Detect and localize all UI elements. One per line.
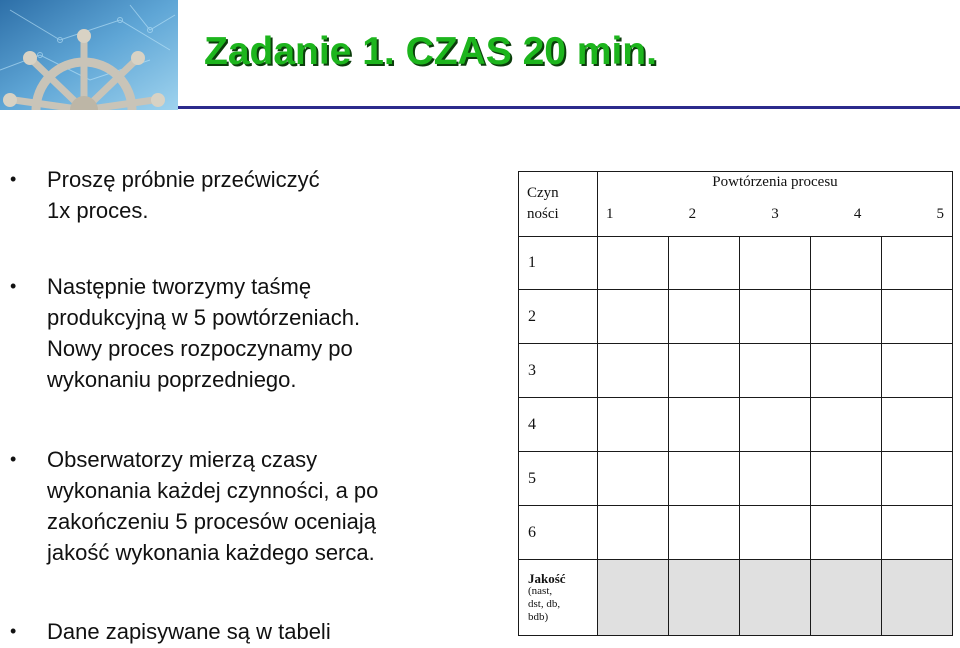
table-cell[interactable] (882, 237, 953, 290)
bullet-dot: • (10, 449, 17, 469)
quality-cell[interactable] (669, 560, 740, 636)
table-cell[interactable] (740, 290, 811, 344)
quality-cell[interactable] (740, 560, 811, 636)
quality-label (519, 560, 598, 636)
table-cell[interactable] (669, 398, 740, 452)
page-title: Zadanie 1. CZAS 20 min. (204, 30, 657, 73)
process-table (518, 171, 953, 636)
table-cell[interactable] (811, 452, 882, 506)
repetition-number: 4 (853, 205, 862, 222)
table-cell[interactable] (811, 344, 882, 398)
table-cell[interactable] (669, 290, 740, 344)
table-cell[interactable] (669, 452, 740, 506)
table-cell[interactable] (811, 398, 882, 452)
bullet-item (10, 271, 480, 395)
bullet-dot: • (10, 276, 17, 296)
table-cell[interactable] (740, 398, 811, 452)
table-row (519, 237, 953, 290)
corner-label-line: Czyn (527, 185, 559, 201)
quality-cell[interactable] (882, 560, 953, 636)
bullet-item (10, 616, 480, 647)
table-cell[interactable] (669, 344, 740, 398)
table-row (519, 506, 953, 560)
bullet-dot: • (10, 621, 17, 641)
bullet-line: Następnie tworzymy taśmę (47, 274, 312, 299)
table-cell[interactable] (598, 398, 669, 452)
group-header: Powtórzenia procesu (598, 172, 953, 193)
row-label: 3 (519, 344, 598, 398)
table-cell[interactable] (882, 452, 953, 506)
quality-row (519, 560, 953, 636)
table-cell[interactable] (740, 237, 811, 290)
table-cell[interactable] (740, 506, 811, 560)
table-cell[interactable] (740, 344, 811, 398)
bullet-line: zakończeniu 5 procesów oceniają (47, 509, 376, 534)
table-cell[interactable] (598, 452, 669, 506)
bullet-line: produkcyjną w 5 powtórzeniach. (47, 305, 361, 330)
quality-cell[interactable] (598, 560, 669, 636)
bullet-item (10, 164, 480, 226)
quality-scale: dst, db, (528, 597, 561, 610)
repetition-number: 3 (771, 205, 779, 222)
quality-cell[interactable] (811, 560, 882, 636)
table-cell[interactable] (598, 237, 669, 290)
row-label: 6 (519, 506, 598, 560)
table-cell[interactable] (669, 506, 740, 560)
quality-scale: bdb) (528, 610, 549, 623)
table-cell[interactable] (882, 506, 953, 560)
bullet-line: wykonania każdej czynności, a po (47, 478, 379, 503)
row-label: 2 (519, 290, 598, 344)
repetition-number: 1 (606, 205, 614, 222)
table-row (519, 398, 953, 452)
bullet-line: Dane zapisywane są w tabeli (47, 619, 331, 644)
table-cell[interactable] (811, 237, 882, 290)
corner-label-line: ności (527, 206, 559, 222)
table-cell[interactable] (740, 452, 811, 506)
bullet-line: Nowy proces rozpoczynamy po (47, 336, 353, 361)
quality-title: Jakość (528, 570, 566, 586)
row-label: 5 (519, 452, 598, 506)
bullet-line: wykonaniu poprzedniego. (47, 367, 297, 392)
quality-scale: (nast, (528, 584, 553, 597)
bullet-item (10, 444, 480, 568)
table-row (519, 344, 953, 398)
bullet-line: jakość wykonania każdego serca. (47, 540, 375, 565)
table-cell[interactable] (811, 506, 882, 560)
bullet-dot: • (10, 169, 17, 189)
corner-header (519, 172, 598, 237)
row-label: 1 (519, 237, 598, 290)
table-cell[interactable] (598, 506, 669, 560)
repetition-number: 2 (688, 205, 697, 222)
bullet-line: Obserwatorzy mierzą czasy (47, 447, 318, 472)
table-cell[interactable] (811, 290, 882, 344)
row-label: 4 (519, 398, 598, 452)
table-cell[interactable] (669, 237, 740, 290)
bullet-line: 1x proces. (47, 198, 149, 223)
bullet-line: Proszę próbnie przećwiczyć (47, 167, 320, 192)
table-row (519, 290, 953, 344)
repetition-number: 5 (936, 205, 944, 222)
table-cell[interactable] (882, 398, 953, 452)
table-cell[interactable] (882, 290, 953, 344)
repetition-header-row (598, 192, 953, 237)
table-cell[interactable] (882, 344, 953, 398)
table-cell[interactable] (598, 290, 669, 344)
table-row (519, 452, 953, 506)
table-cell[interactable] (598, 344, 669, 398)
